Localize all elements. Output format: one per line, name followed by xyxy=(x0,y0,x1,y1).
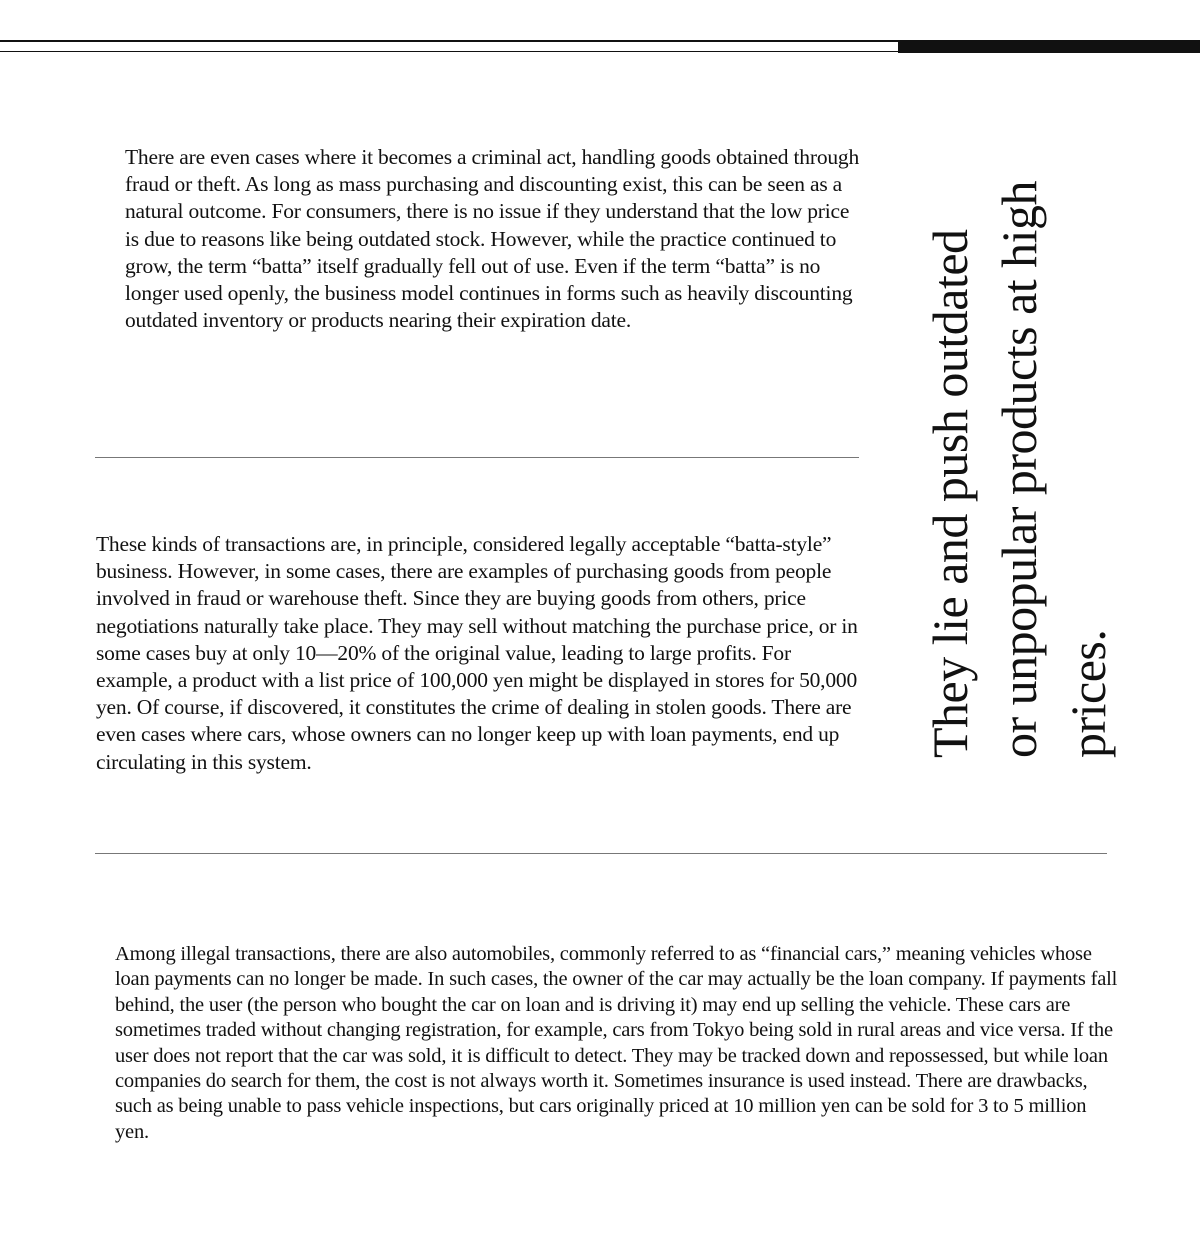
header-rule-thin-lower xyxy=(0,51,900,52)
article-paragraph-2: These kinds of transactions are, in principle, considered legally acceptable “batta-style” business. However, in some cases, there are examples of purchasing goods from people involved in fraud or warehouse theft. Since they are buying goods from others, price negotiations naturally take place. They may sell without matching the purchase price, or in some cases buy at only 10—20% of the original value, leading to large profits. For example, a product with a list price of 100,000 yen might be displayed in stores for 50,000 yen. Of course, if discovered, it constitutes the crime of dealing in stolen goods. There are even cases where cars, whose owners can no longer keep up with loan payments, end up circulating in this system. xyxy=(96,532,858,774)
pull-quote: They lie and push outdated or unpopular products at high prices. xyxy=(922,180,1116,758)
section-divider-1 xyxy=(95,457,859,458)
section-divider-2 xyxy=(95,853,1107,854)
header-rule-thin xyxy=(0,40,900,42)
article-paragraph-3: Among illegal transactions, there are also automobiles, commonly referred to as “financial cars,” meaning vehicles whose loan payments can no longer be made. In such cases, the owner of the car may actually be the loan company. If payments fall behind, the user (the person who bought the car on loan and is driving it) may end up selling the vehicle. These cars are sometimes traded without changing registration, for example, cars from Tokyo being sold in rural areas and vice versa. If the user does not report that the car was sold, it is difficult to detect. They may be tracked down and repossessed, but while loan companies do search for them, the cost is not always worth it. Sometimes insurance is used instead. There are drawbacks, such as being unable to pass vehicle inspections, but cars originally priced at 10 million yen can be sold for 3 to 5 million yen. xyxy=(115,943,1118,1143)
article-paragraph-1: There are even cases where it becomes a criminal act, handling goods obtained through fraud or theft. As long as mass purchasing and discounting exist, this can be seen as a natural outcome. For consumers, there is no issue if they understand that the low price is due to reasons like being outdated stock. However, while the practice continued to grow, the term “batta” itself gradually fell out of use. Even if the term “batta” is no longer used openly, the business model continues in forms such as heavily discounting outdated inventory or products nearing their expiration date. xyxy=(125,145,860,333)
header-rule-thick xyxy=(898,40,1200,53)
